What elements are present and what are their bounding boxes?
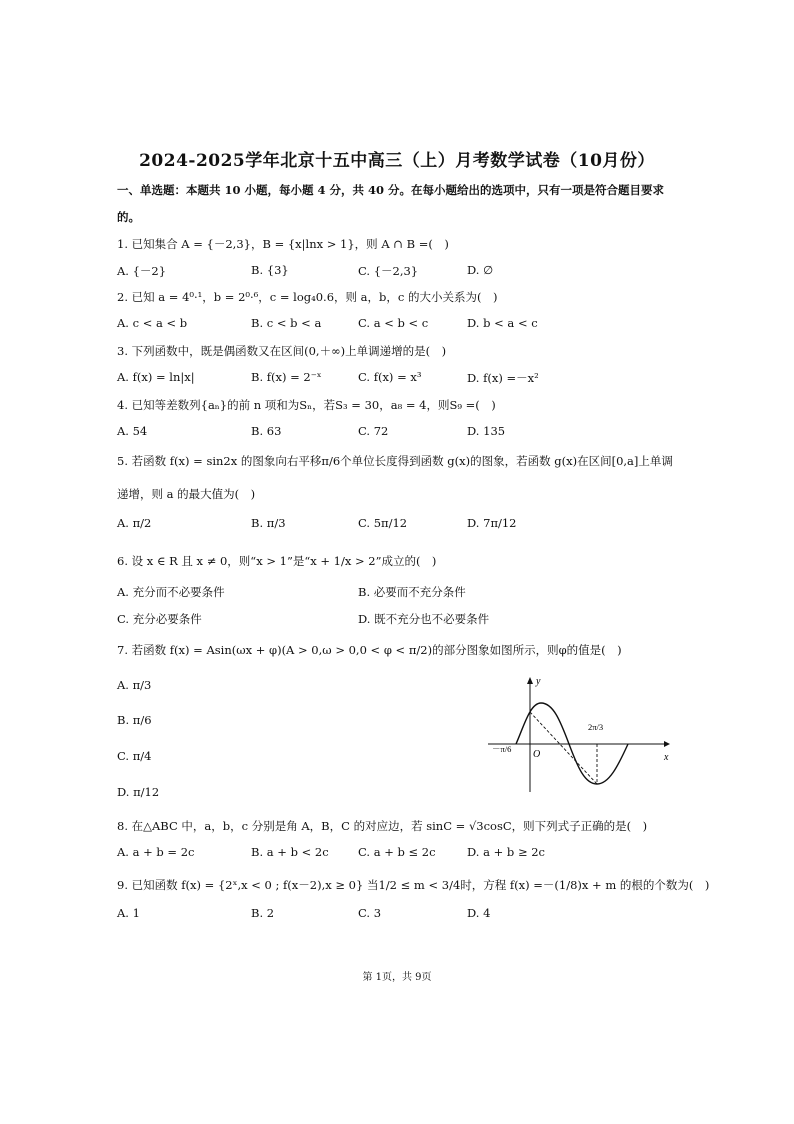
question-1-stem: 1. 已知集合 A = {－2,3}，B = {x|lnx > 1}，则 A ∩ B =( ) xyxy=(117,237,449,251)
q1-option-a: A. {－2} xyxy=(117,264,167,278)
sine-graph-figure xyxy=(478,670,678,800)
q7-option-d: D. π/12 xyxy=(117,785,160,799)
q4-option-a: A. 54 xyxy=(117,424,148,438)
q9-option-a: A. 1 xyxy=(117,906,140,920)
x-axis-arrow xyxy=(664,741,670,747)
q4-option-d: D. 135 xyxy=(467,424,506,438)
origin-label: O xyxy=(533,749,541,760)
q7-option-b: B. π/6 xyxy=(117,713,152,727)
question-2-stem: 2. 已知 a = 4⁰·¹，b = 2⁰·⁶，c = log₄0.6，则 a，b，c 的大小关系为( ) xyxy=(117,290,498,304)
question-9-stem: 9. 已知函数 f(x) = {2ˣ,x < 0 ; f(x－2),x ≥ 0} 当1/2 ≤ m < 3/4时，方程 f(x) =－(1/8)x + m 的根的个数为( ) xyxy=(117,878,710,892)
question-8-stem: 8. 在△ABC 中，a，b，c 分别是角 A，B，C 的对应边，若 sinC = √3cosC，则下列式子正确的是( ) xyxy=(117,819,648,833)
q1-option-d: D. ∅ xyxy=(467,263,494,277)
q8-option-b: B. a + b < 2c xyxy=(251,845,329,859)
q2-option-b: B. c < b < a xyxy=(251,316,322,330)
y-axis-arrow xyxy=(527,677,533,684)
question-3-stem: 3. 下列函数中，既是偶函数又在区间(0,＋∞)上单调递增的是( ) xyxy=(117,344,447,358)
q5-option-c: C. 5π/12 xyxy=(358,516,408,530)
q9-option-d: D. 4 xyxy=(467,906,491,920)
right-tick-label: 2π/3 xyxy=(588,722,604,732)
question-6-stem: 6. 设 x ∈ R 且 x ≠ 0，则“x > 1”是“x + 1/x > 2”成立的( ) xyxy=(117,554,437,568)
question-7-stem: 7. 若函数 f(x) = Asin(ωx + φ)(A > 0,ω > 0,0 < φ < π/2)的部分图象如图所示，则φ的值是( ) xyxy=(117,643,622,657)
question-5-stem-cont: 递增，则 a 的最大值为( ) xyxy=(117,487,256,501)
q7-option-a: A. π/3 xyxy=(117,678,152,692)
q6-option-c: C. 充分必要条件 xyxy=(117,612,202,626)
page-title: 2024-2025学年北京十五中高三（上）月考数学试卷（10月份） xyxy=(139,151,655,171)
q2-option-d: D. b < a < c xyxy=(467,316,538,330)
q3-option-a: A. f(x) = ln|x| xyxy=(117,370,195,384)
q8-option-d: D. a + b ≥ 2c xyxy=(467,845,545,859)
q1-option-b: B. {3} xyxy=(251,263,289,277)
q1-option-c: C. {－2,3} xyxy=(358,264,419,278)
dashed-chord xyxy=(530,712,597,784)
q2-option-a: A. c < a < b xyxy=(117,316,188,330)
q4-option-c: C. 72 xyxy=(358,424,389,438)
q5-option-b: B. π/3 xyxy=(251,516,286,530)
q9-option-c: C. 3 xyxy=(358,906,382,920)
q6-option-a: A. 充分而不必要条件 xyxy=(117,585,225,599)
q4-option-b: B. 63 xyxy=(251,424,282,438)
q8-option-a: A. a + b = 2c xyxy=(117,845,195,859)
y-axis-label: y xyxy=(536,676,541,687)
q6-option-b: B. 必要而不充分条件 xyxy=(358,585,466,599)
page-footer: 第 1页，共 9页 xyxy=(362,972,432,983)
q9-option-b: B. 2 xyxy=(251,906,275,920)
q3-option-d: D. f(x) =－x² xyxy=(467,371,539,385)
q6-option-d: D. 既不充分也不必要条件 xyxy=(358,612,490,626)
question-4-stem: 4. 已知等差数列{aₙ}的前 n 项和为Sₙ，若S₃ = 30，a₈ = 4，则S₉ =( ) xyxy=(117,398,496,412)
q7-option-c: C. π/4 xyxy=(117,749,152,763)
q8-option-c: C. a + b ≤ 2c xyxy=(358,845,436,859)
q3-option-c: C. f(x) = x³ xyxy=(358,370,422,384)
q5-option-d: D. 7π/12 xyxy=(467,516,517,530)
q3-option-b: B. f(x) = 2⁻ˣ xyxy=(251,370,322,384)
question-5-stem: 5. 若函数 f(x) = sin2x 的图象向右平移π/6个单位长度得到函数 g(x)的图象，若函数 g(x)在区间[0,a]上单调 xyxy=(117,454,673,468)
q2-option-c: C. a < b < c xyxy=(358,316,429,330)
x-axis-label: x xyxy=(664,752,669,763)
section-heading: 一、单选题：本题共 10 小题，每小题 4 分，共 40 分。在每小题给出的选项中，只有一项是符合题目要求的。 xyxy=(117,183,665,224)
q5-option-a: A. π/2 xyxy=(117,516,152,530)
left-tick-label: －π/6 xyxy=(492,744,512,754)
